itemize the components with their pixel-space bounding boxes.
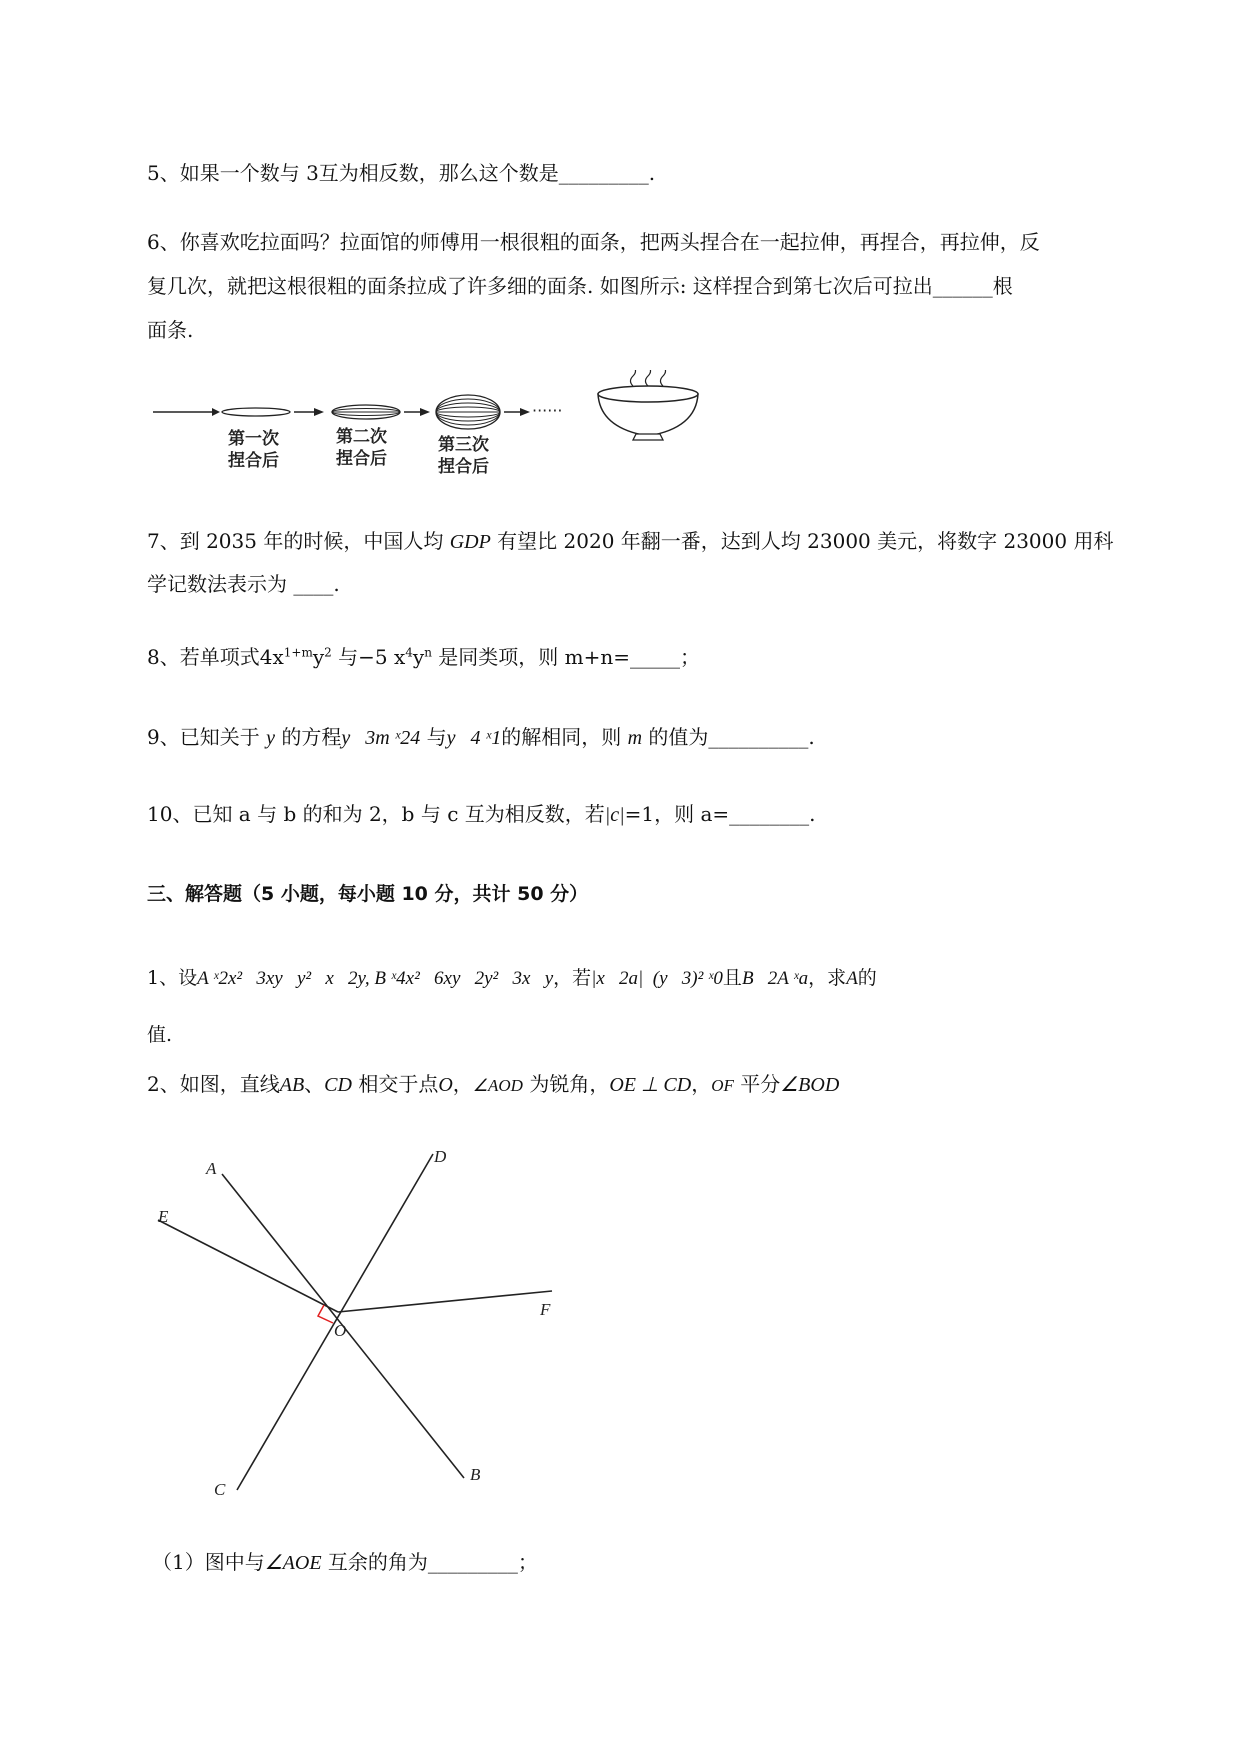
- monomial-1: 4x: [259, 645, 284, 669]
- s2-t3: 为锐角，: [522, 1072, 610, 1096]
- s2-t1: 相交于点: [351, 1072, 439, 1096]
- monomial-2-y-exponent: n: [424, 645, 432, 660]
- monomial-1-exponent: 1+m: [283, 645, 313, 660]
- question-8: [147, 640, 1157, 674]
- sub1-pre: （1）图中与: [152, 1550, 265, 1574]
- question-6: [147, 220, 1157, 352]
- s2-sep: 、: [304, 1072, 325, 1096]
- monomial-2-y: y: [412, 645, 425, 669]
- label-a: A: [206, 1159, 217, 1178]
- fold-2-label-a: 第二次: [336, 427, 387, 447]
- ray-of-drawing: [338, 1291, 552, 1312]
- question-9-mid1: 的方程: [274, 725, 342, 749]
- noodle-bowl-icon: [598, 370, 698, 440]
- ray-of: OF: [711, 1076, 734, 1095]
- question-8-post: 是同类项，则 m+n=_____；: [431, 645, 701, 669]
- equation-1: y 3m ˣ24: [341, 727, 421, 749]
- geometry-figure: [148, 1140, 588, 1500]
- point-o: O: [438, 1074, 453, 1096]
- monomial-2-exponent: 4: [405, 645, 413, 660]
- arrow-icon: [314, 408, 324, 416]
- s1-mid: ，若: [553, 967, 592, 989]
- question-8-pre: 8、若单项式: [147, 645, 260, 669]
- angle-aoe: ∠AOE: [264, 1552, 322, 1574]
- question-9: [147, 720, 1157, 755]
- perp-oe-cd: OE ⊥ CD: [609, 1074, 692, 1096]
- gdp-term: GDP: [449, 531, 491, 553]
- label-c: C: [214, 1480, 226, 1499]
- question-9-pre: 9、已知关于: [147, 725, 267, 749]
- equation-2: y 4 ˣ1: [446, 727, 502, 749]
- angle-bod: ∠BOD: [780, 1074, 840, 1096]
- s1-variable-a: A: [846, 968, 858, 989]
- question-6-line-1: 6、你喜欢吃拉面吗？拉面馆的师傅用一根很粗的面条，把两头捏合在一起拉伸，再捏合，再拉伸，反: [147, 230, 1040, 254]
- question-8-mid: 与−5 x: [331, 645, 406, 669]
- fold-1-label-b: 捏合后: [228, 451, 279, 471]
- s1-pre: 1、设: [147, 967, 198, 989]
- question-10-pre: 10、已知 a 与 b 的和为 2，b 与 c 互为相反数，若: [147, 802, 605, 826]
- question-7: [147, 520, 1157, 605]
- variable-m: m: [627, 727, 643, 749]
- question-6-line-3: 面条.: [147, 318, 194, 342]
- s1-end: 的: [857, 967, 877, 989]
- angle-aod: ∠AOD: [472, 1076, 523, 1095]
- continuation-dots: ······: [532, 401, 563, 420]
- ray-oe-drawing: [158, 1220, 338, 1312]
- solve-question-2: [147, 1067, 1157, 1103]
- s2-t4: ，: [691, 1072, 712, 1096]
- sub-question-1: [152, 1545, 1162, 1580]
- s1-condition: |x 2a| (y 3)² ˣ0: [591, 968, 723, 989]
- noodle-fold-1-icon: [222, 408, 290, 416]
- sub1-post: 互余的角为_________；: [321, 1550, 538, 1574]
- solve-question-1: [147, 950, 1157, 1063]
- question-5: [147, 156, 1157, 190]
- abs-c: |c|: [604, 804, 625, 826]
- label-e: E: [158, 1207, 169, 1226]
- s2-pre: 2、如图，直线: [147, 1072, 280, 1096]
- label-b: B: [470, 1465, 481, 1484]
- label-f: F: [540, 1300, 551, 1319]
- fold-3-label-b: 捏合后: [438, 457, 489, 477]
- noodle-fold-3-icon: [436, 395, 500, 429]
- monomial-1-y-exponent: 2: [324, 645, 332, 660]
- label-d: D: [434, 1147, 447, 1166]
- noodle-figure: [148, 370, 708, 480]
- s1-line-2: 值.: [147, 1024, 173, 1046]
- section-3-title: 三、解答题（5 小题，每小题 10 分，共计 50 分）: [147, 883, 589, 905]
- s2-t2: ，: [452, 1072, 473, 1096]
- s1-condition-2: B 2A ˣa: [741, 968, 809, 989]
- question-6-line-2: 复几次，就把这根很粗的面条拉成了许多细的面条. 如图所示: 这样捏合到第七次后可拉出______根: [147, 274, 1013, 298]
- line-ab: AB: [279, 1074, 305, 1096]
- question-9-mid2: 与: [420, 725, 447, 749]
- question-7-text-a: 7、到 2035 年的时候，中国人均: [147, 529, 450, 553]
- s1-mid2: 且: [722, 967, 742, 989]
- s1-expr-a-b: A ˣ2x² 3xy y² x 2y, B ˣ4x² 6xy 2y² 3x y: [197, 968, 554, 989]
- s2-t5: 平分: [733, 1072, 781, 1096]
- fold-2-label-b: 捏合后: [336, 449, 387, 469]
- noodle-fold-2-icon: [332, 405, 400, 419]
- s1-post: ，求: [808, 967, 847, 989]
- question-7-text-b: 有望比 2020 年翻一番，达到人均 23000 美元，将数字 23000 用科: [490, 529, 1114, 553]
- question-9-mid3: 的解相同，则: [501, 725, 628, 749]
- variable-y: y: [266, 727, 275, 749]
- arrow-icon: [420, 408, 430, 416]
- monomial-1-y: y: [312, 645, 325, 669]
- question-7-line-2: 学记数法表示为 ____.: [147, 572, 340, 596]
- question-10-post: =1，则 a=________.: [624, 802, 816, 826]
- question-10: [147, 797, 1157, 832]
- question-9-post: 的值为__________.: [642, 725, 815, 749]
- label-o: O: [334, 1321, 347, 1340]
- fold-1-label-a: 第一次: [228, 429, 279, 449]
- question-5-text: 5、如果一个数与 3互为相反数，那么这个数是_________.: [147, 161, 656, 185]
- fold-3-label-a: 第三次: [438, 435, 489, 455]
- line-cd: CD: [324, 1074, 352, 1096]
- arrow-icon: [520, 408, 530, 416]
